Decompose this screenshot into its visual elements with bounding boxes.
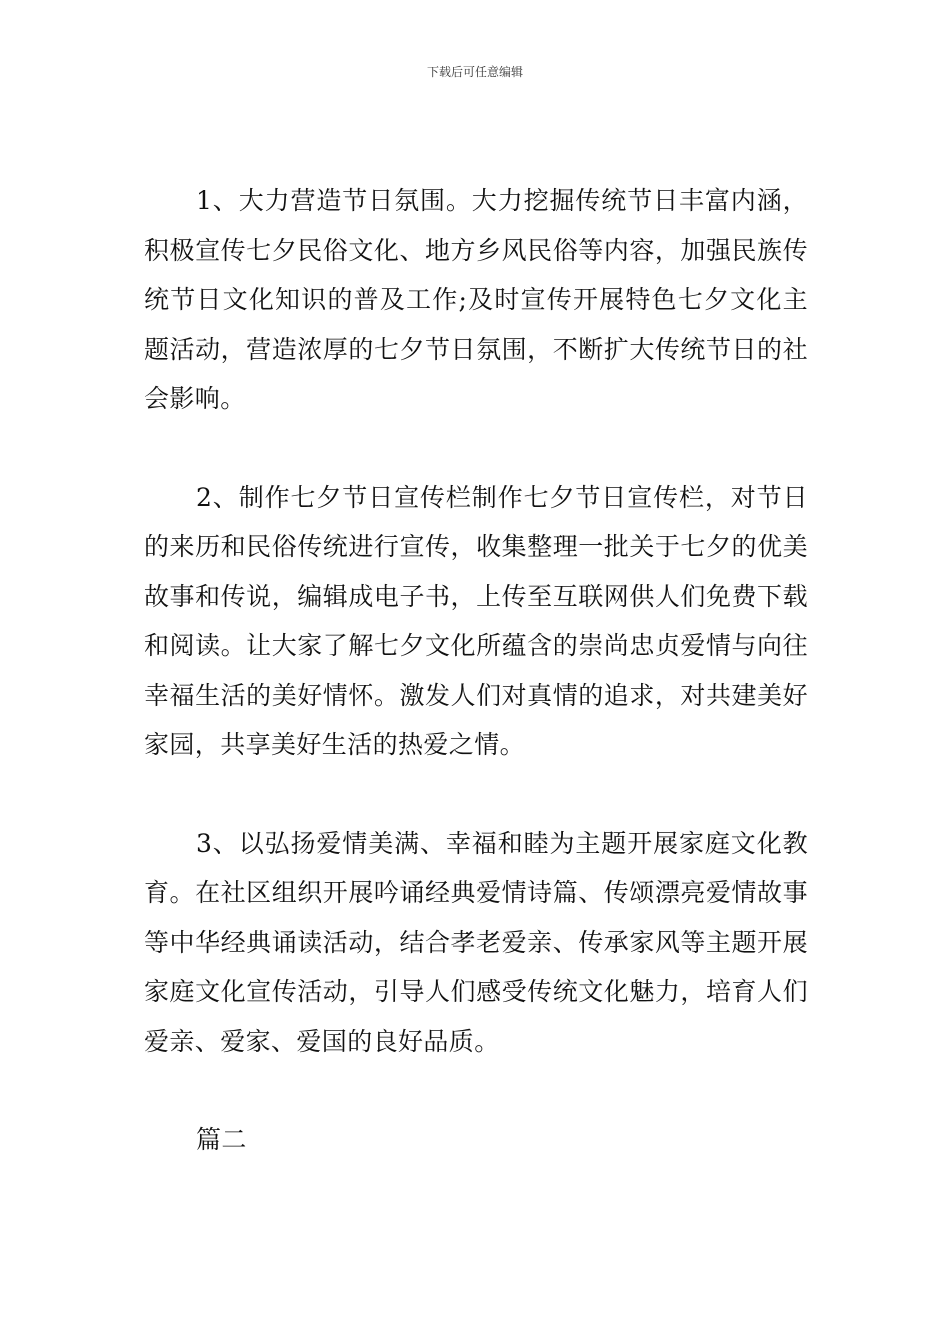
page-header: 下载后可任意编辑: [426, 65, 523, 79]
paragraph-1: 1、大力营造节日氛围。大力挖掘传统节日丰富内涵，积极宣传七夕民俗文化、地方乡风民俗等内容，加强民族传统节日文化知识的普及工作;及时宣传开展特色七夕文化主题活动，营造浓厚的七夕节日氛围，不断扩大传统节日的社会影响。: [144, 186, 808, 413]
paragraph-2: 2、制作七夕节日宣传栏制作七夕节日宣传栏，对节日的来历和民俗传统进行宣传，收集整理一批关于七夕的优美故事和传说，编辑成电子书，上传至互联网供人们免费下载和阅读。让大家了解七夕文化所蕴含的崇尚忠贞爱情与向往幸福生活的美好情怀。激发人们对真情的追求，对共建美好家园，共享美好生活的热爱之情。: [144, 482, 808, 759]
section-heading: 篇二: [196, 1125, 247, 1154]
document-body: [144, 176, 808, 1165]
paragraph-3: 3、以弘扬爱情美满、幸福和睦为主题开展家庭文化教育。在社区组织开展吟诵经典爱情诗篇、传颂漂亮爱情故事等中华经典诵读活动，结合孝老爱亲、传承家风等主题开展家庭文化宣传活动，引导人们感受传统文化魅力，培育人们爱亲、爱家、爱国的良好品质。: [144, 828, 808, 1056]
